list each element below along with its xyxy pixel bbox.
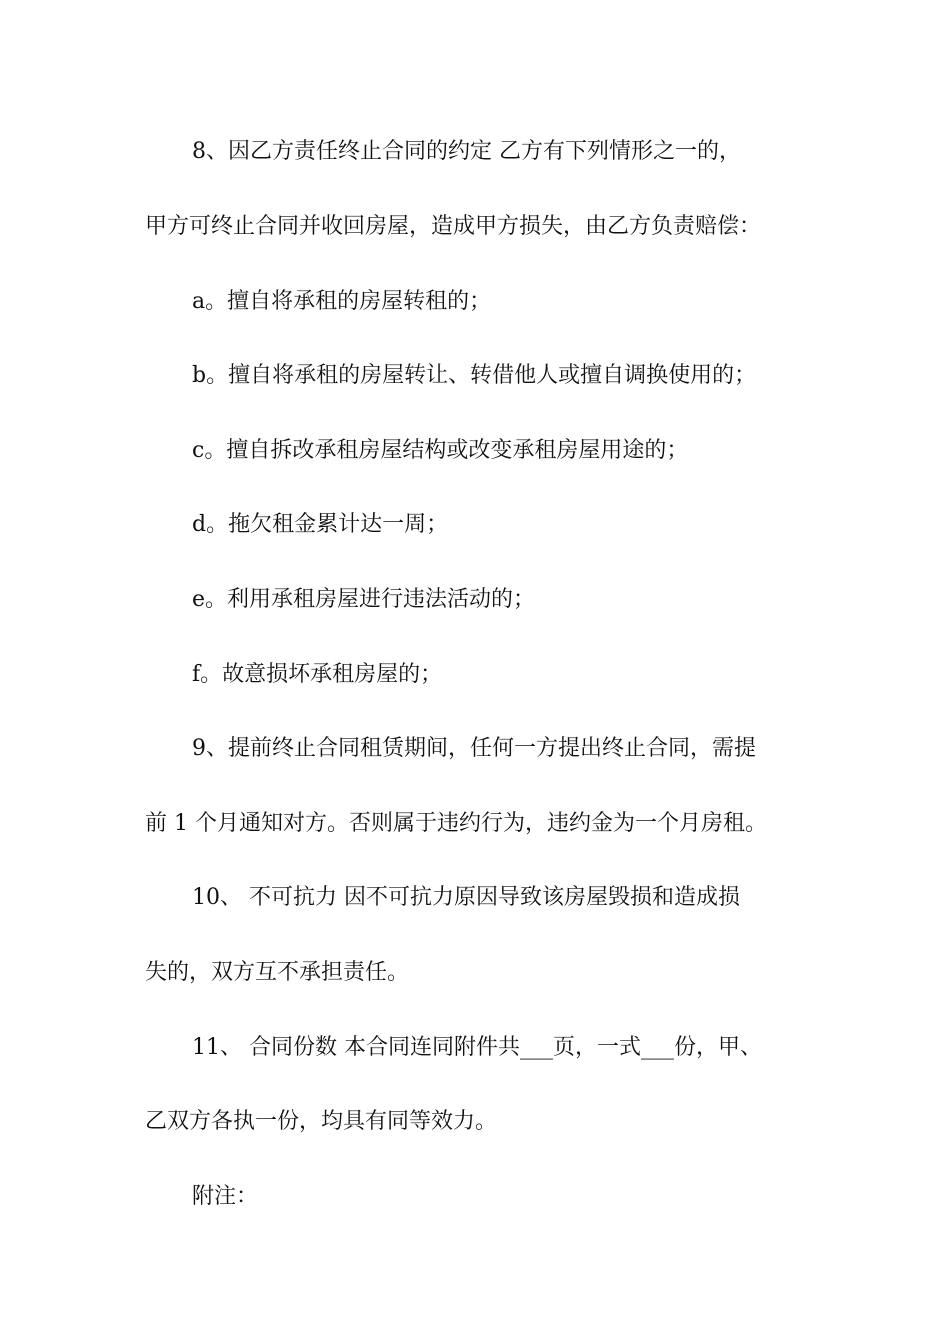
item-b: b。擅自将承租的房屋转让、转借他人或擅自调换使用的；: [192, 363, 757, 388]
clause-8-line-2: 甲方可终止合同并收回房屋，造成甲方损失，由乙方负责赔偿：: [145, 214, 762, 239]
clause-8-line-1: 8、因乙方责任终止合同的约定 乙方有下列情形之一的，: [192, 139, 741, 164]
clause-10-line-1: 10、 不可抗力 因不可抗力原因导致该房屋毁损和造成损: [192, 885, 740, 910]
item-d: d。拖欠租金累计达一周；: [192, 512, 449, 537]
clause-10-line-2: 失的，双方互不承担责任。: [145, 960, 410, 985]
clause-9-line-1: 9、提前终止合同租赁期间，任何一方提出终止合同，需提: [192, 736, 756, 761]
clause-9-line-2: 前 1 个月通知对方。否则属于违约行为，违约金为一个月房租。: [145, 811, 767, 836]
notes-heading: 附注：: [192, 1184, 259, 1209]
clause-11-line-1: 11、 合同份数 本合同连同附件共___页，一式___份，甲、: [192, 1035, 762, 1060]
item-e: e。利用承租房屋进行违法活动的；: [192, 587, 536, 612]
item-a: a。擅自将承租的房屋转租的；: [192, 289, 492, 314]
item-f: f。故意损坏承租房屋的；: [192, 662, 443, 687]
item-c: c。擅自拆改承租房屋结构或改变承租房屋用途的；: [192, 438, 689, 463]
clause-11-line-2: 乙双方各执一份，均具有同等效力。: [145, 1109, 498, 1134]
